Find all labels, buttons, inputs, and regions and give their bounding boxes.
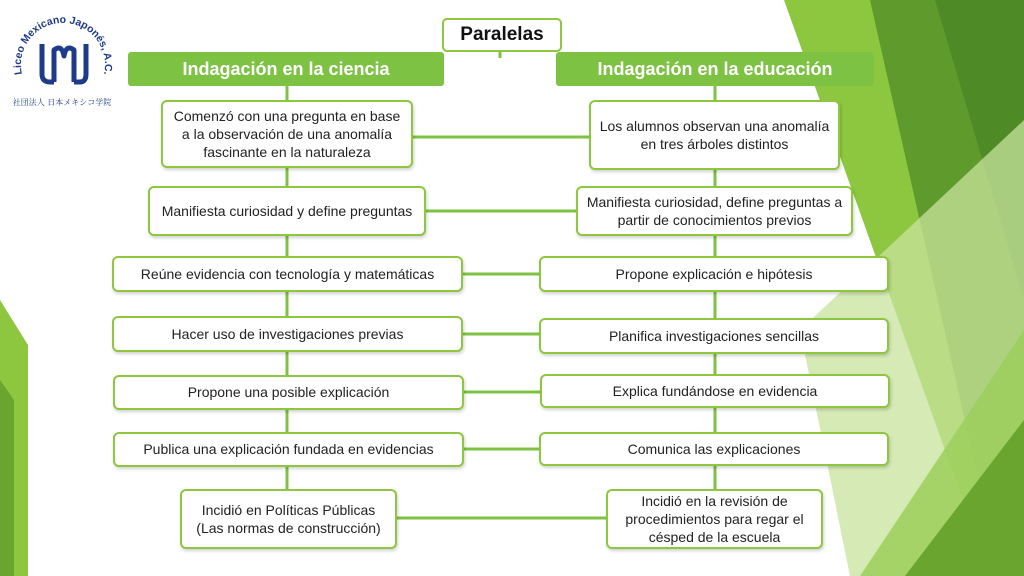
right-step-7: Incidió en la revisión de procedimientos para regar el césped de la escuela — [606, 489, 823, 549]
left-column-header: Indagación en la ciencia — [128, 52, 444, 86]
left-step-2: Manifiesta curiosidad y define preguntas — [148, 186, 426, 236]
left-step-3: Reúne evidencia con tecnología y matemáticas — [112, 256, 463, 292]
right-step-1: Los alumnos observan una anomalía en tres árboles distintos — [589, 100, 840, 170]
right-step-2: Manifiesta curiosidad, define preguntas a partir de conocimientos previos — [576, 186, 853, 236]
left-step-4: Hacer uso de investigaciones previas — [112, 316, 463, 352]
right-step-5: Explica fundándose en evidencia — [540, 374, 890, 408]
right-column-header: Indagación en la educación — [556, 52, 874, 86]
svg-text:社団法人 日本メキシコ学院: 社団法人 日本メキシコ学院 — [12, 98, 112, 107]
left-step-5: Propone una posible explicación — [113, 375, 464, 410]
left-step-7: Incidió en Políticas Públicas (Las normas de construcción) — [180, 489, 397, 549]
right-step-6: Comunica las explicaciones — [539, 432, 889, 466]
left-step-6: Publica una explicación fundada en evidencias — [113, 432, 464, 467]
left-step-1: Comenzó con una pregunta en base a la observación de una anomalía fascinante en la naturaleza — [161, 100, 413, 168]
svg-text:Liceo Mexicano Japonés, A.C.: Liceo Mexicano Japonés, A.C. — [11, 13, 115, 76]
right-step-4: Planifica investigaciones sencillas — [539, 318, 889, 354]
diagram-title: Paralelas — [442, 18, 562, 52]
right-step-3: Propone explicación e hipótesis — [539, 256, 889, 292]
